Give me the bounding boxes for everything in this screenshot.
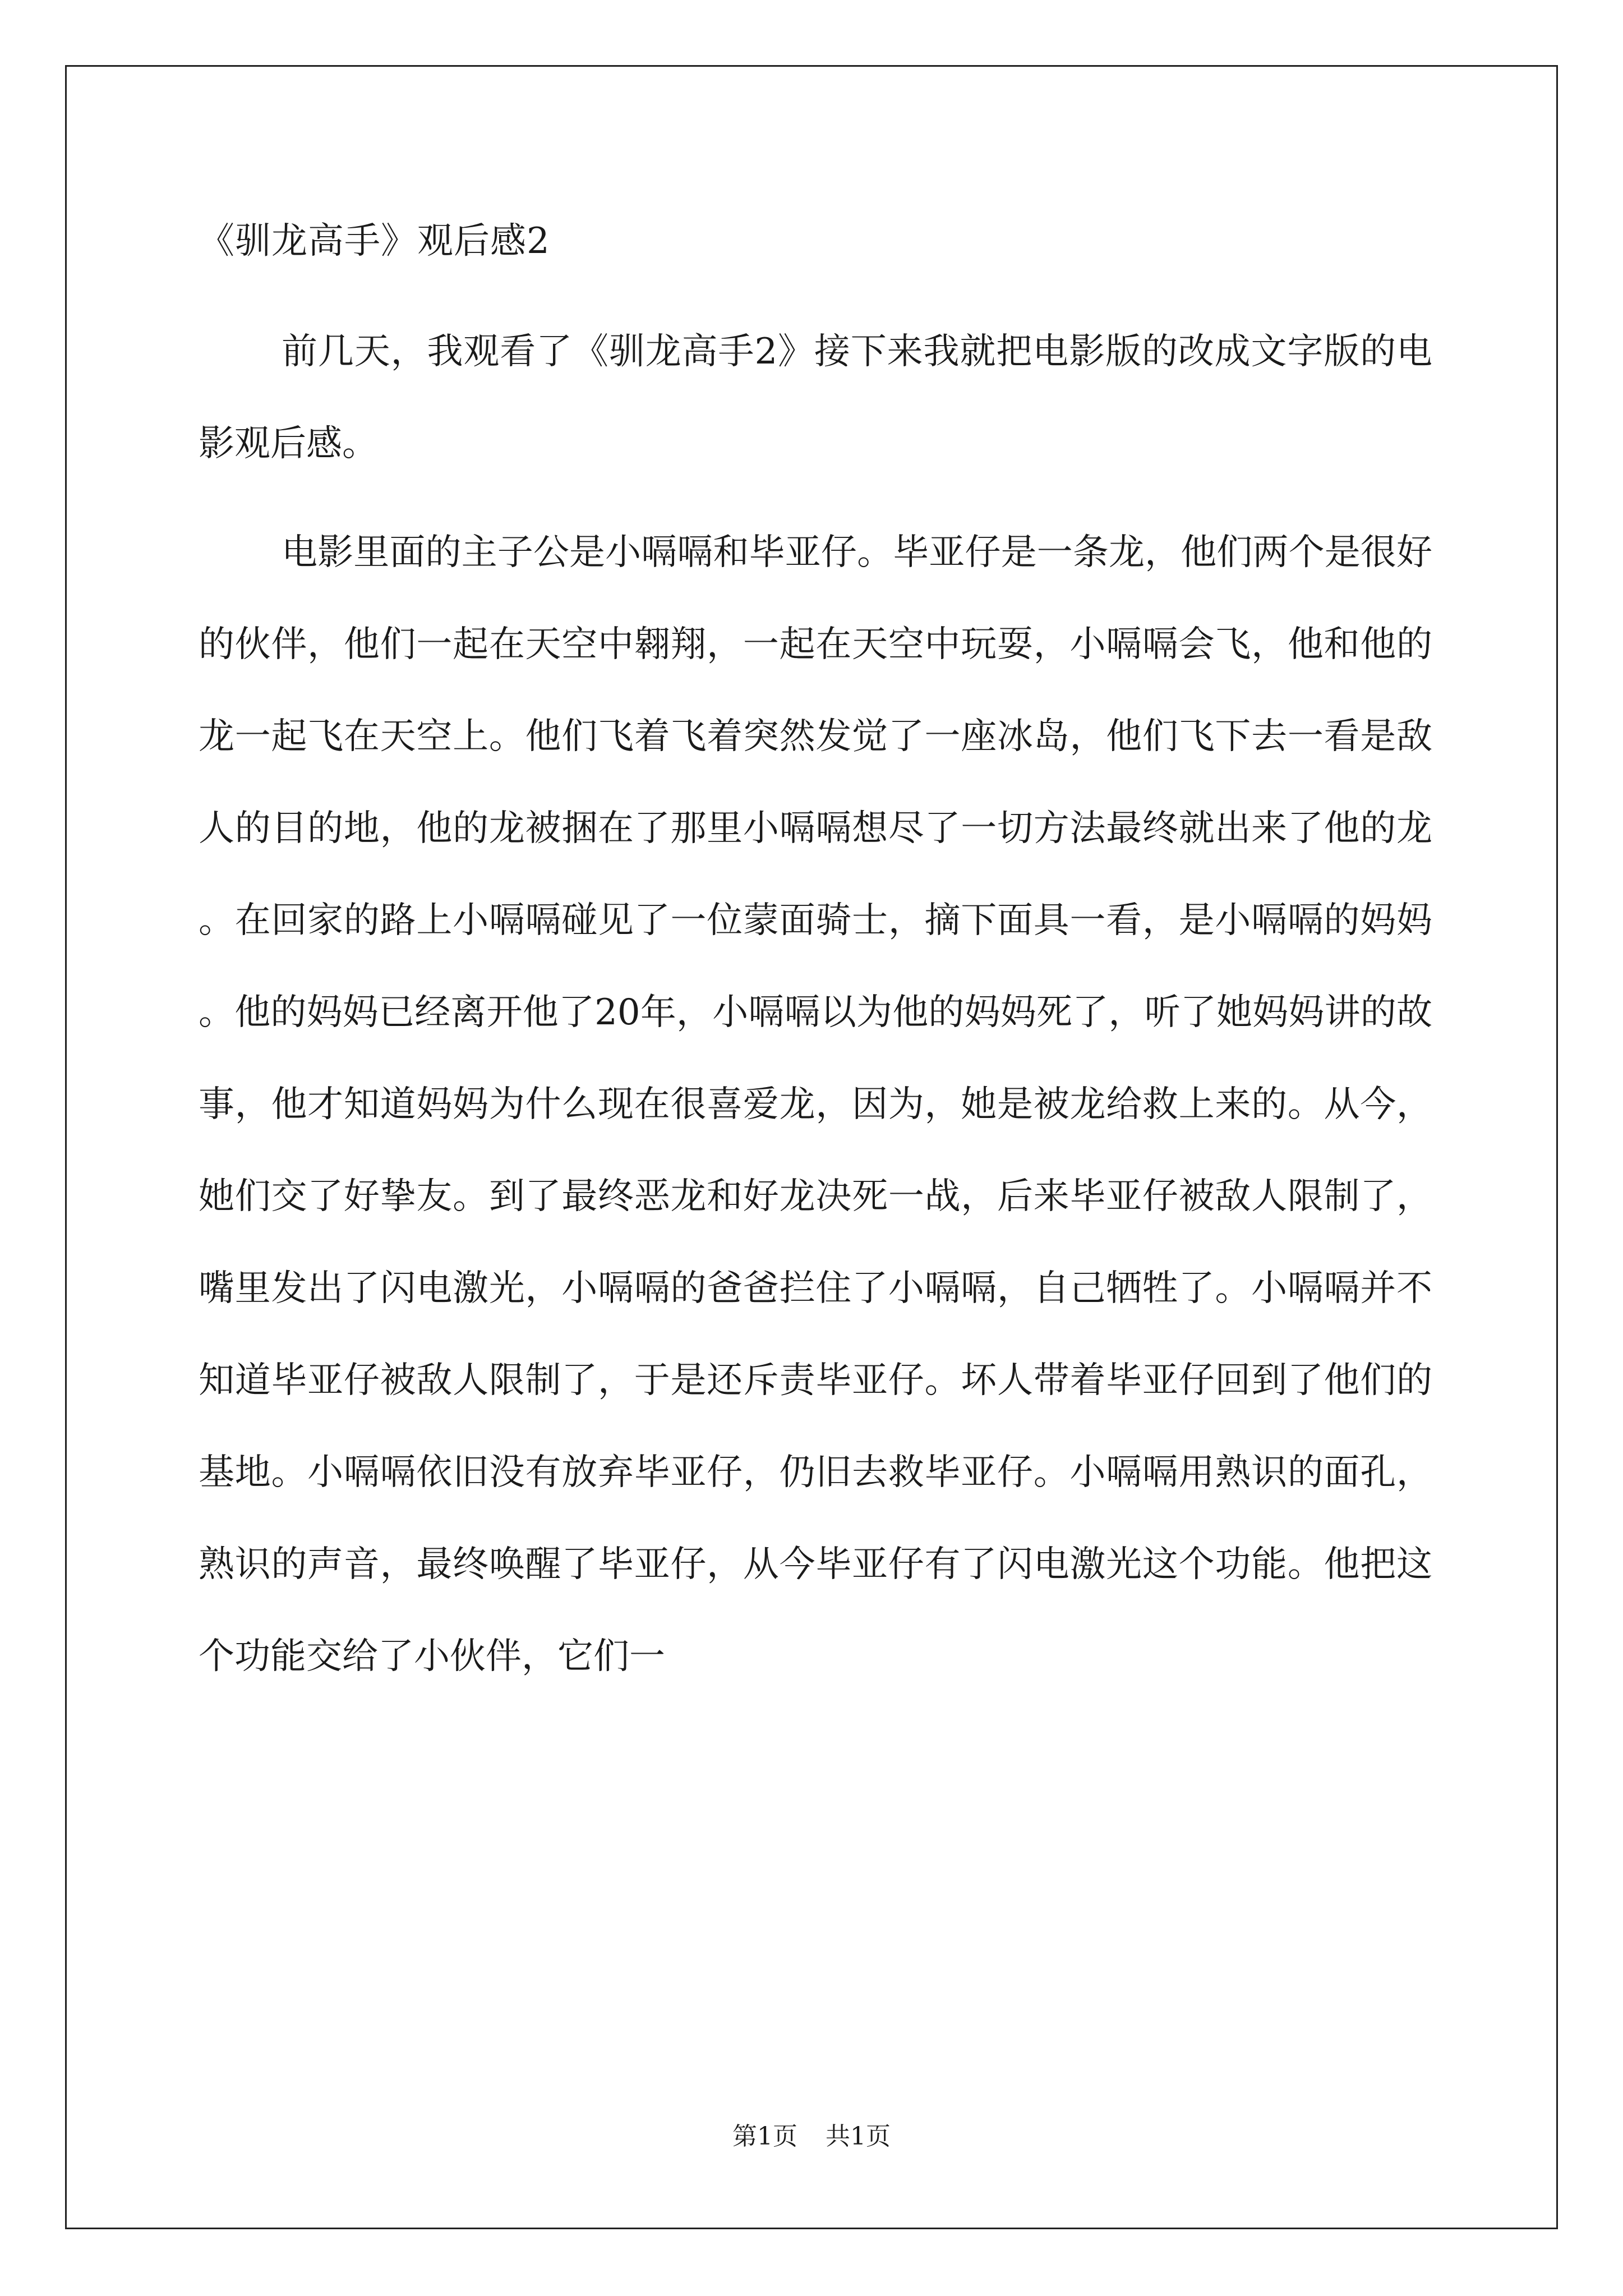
page-footer [0,2123,1623,2151]
paragraph: 前几天，我观看了《驯龙高手2》接下来我就把电影版的改成文字版的电影观后感。 [199,331,1432,464]
document-title: 《驯龙高手》观后感2 [199,220,550,262]
page-number-total: 共1页 [826,2122,891,2151]
document-body [199,222,1432,1703]
paragraph: 电影里面的主子公是小嗝嗝和毕亚仔。毕亚仔是一条龙，他们两个是很好的伙伴，他们一起在天空中翱翔，一起在天空中玩耍，小嗝嗝会飞，他和他的龙一起飞在天空上。他们飞着飞着突然发觉了一座冰岛，他们飞下去一看是敌人的目的地，他的龙被捆在了那里小嗝嗝想尽了一切方法最终就出来了他的龙。在回家的路上小嗝嗝碰见了一位蒙面骑士，摘下面具一看，是小嗝嗝的妈妈。他的妈妈已经离开他了20年，小嗝嗝以为他的妈妈死了，听了她妈妈讲的故事，他才知道妈妈为什么现在很喜爱龙，因为，她是被龙给救上来的。从今，她们交了好挚友。到了最终恶龙和好龙决死一战，后来毕亚仔被敌人限制了，嘴里发出了闪电激光，小嗝嗝的爸爸拦住了小嗝嗝，自己牺牲了。小嗝嗝并不知道毕亚仔被敌人限制了，于是还斥责毕亚仔。坏人带着毕亚仔回到了他们的基地。小嗝嗝依旧没有放弃毕亚仔，仍旧去救毕亚仔。小嗝嗝用熟识的面孔，熟识的声音，最终唤醒了毕亚仔，从今毕亚仔有了闪电激光这个功能。他把这个功能交给了小伙伴，它们一 [199,532,1432,1677]
page-number-current: 第1页 [732,2122,797,2151]
